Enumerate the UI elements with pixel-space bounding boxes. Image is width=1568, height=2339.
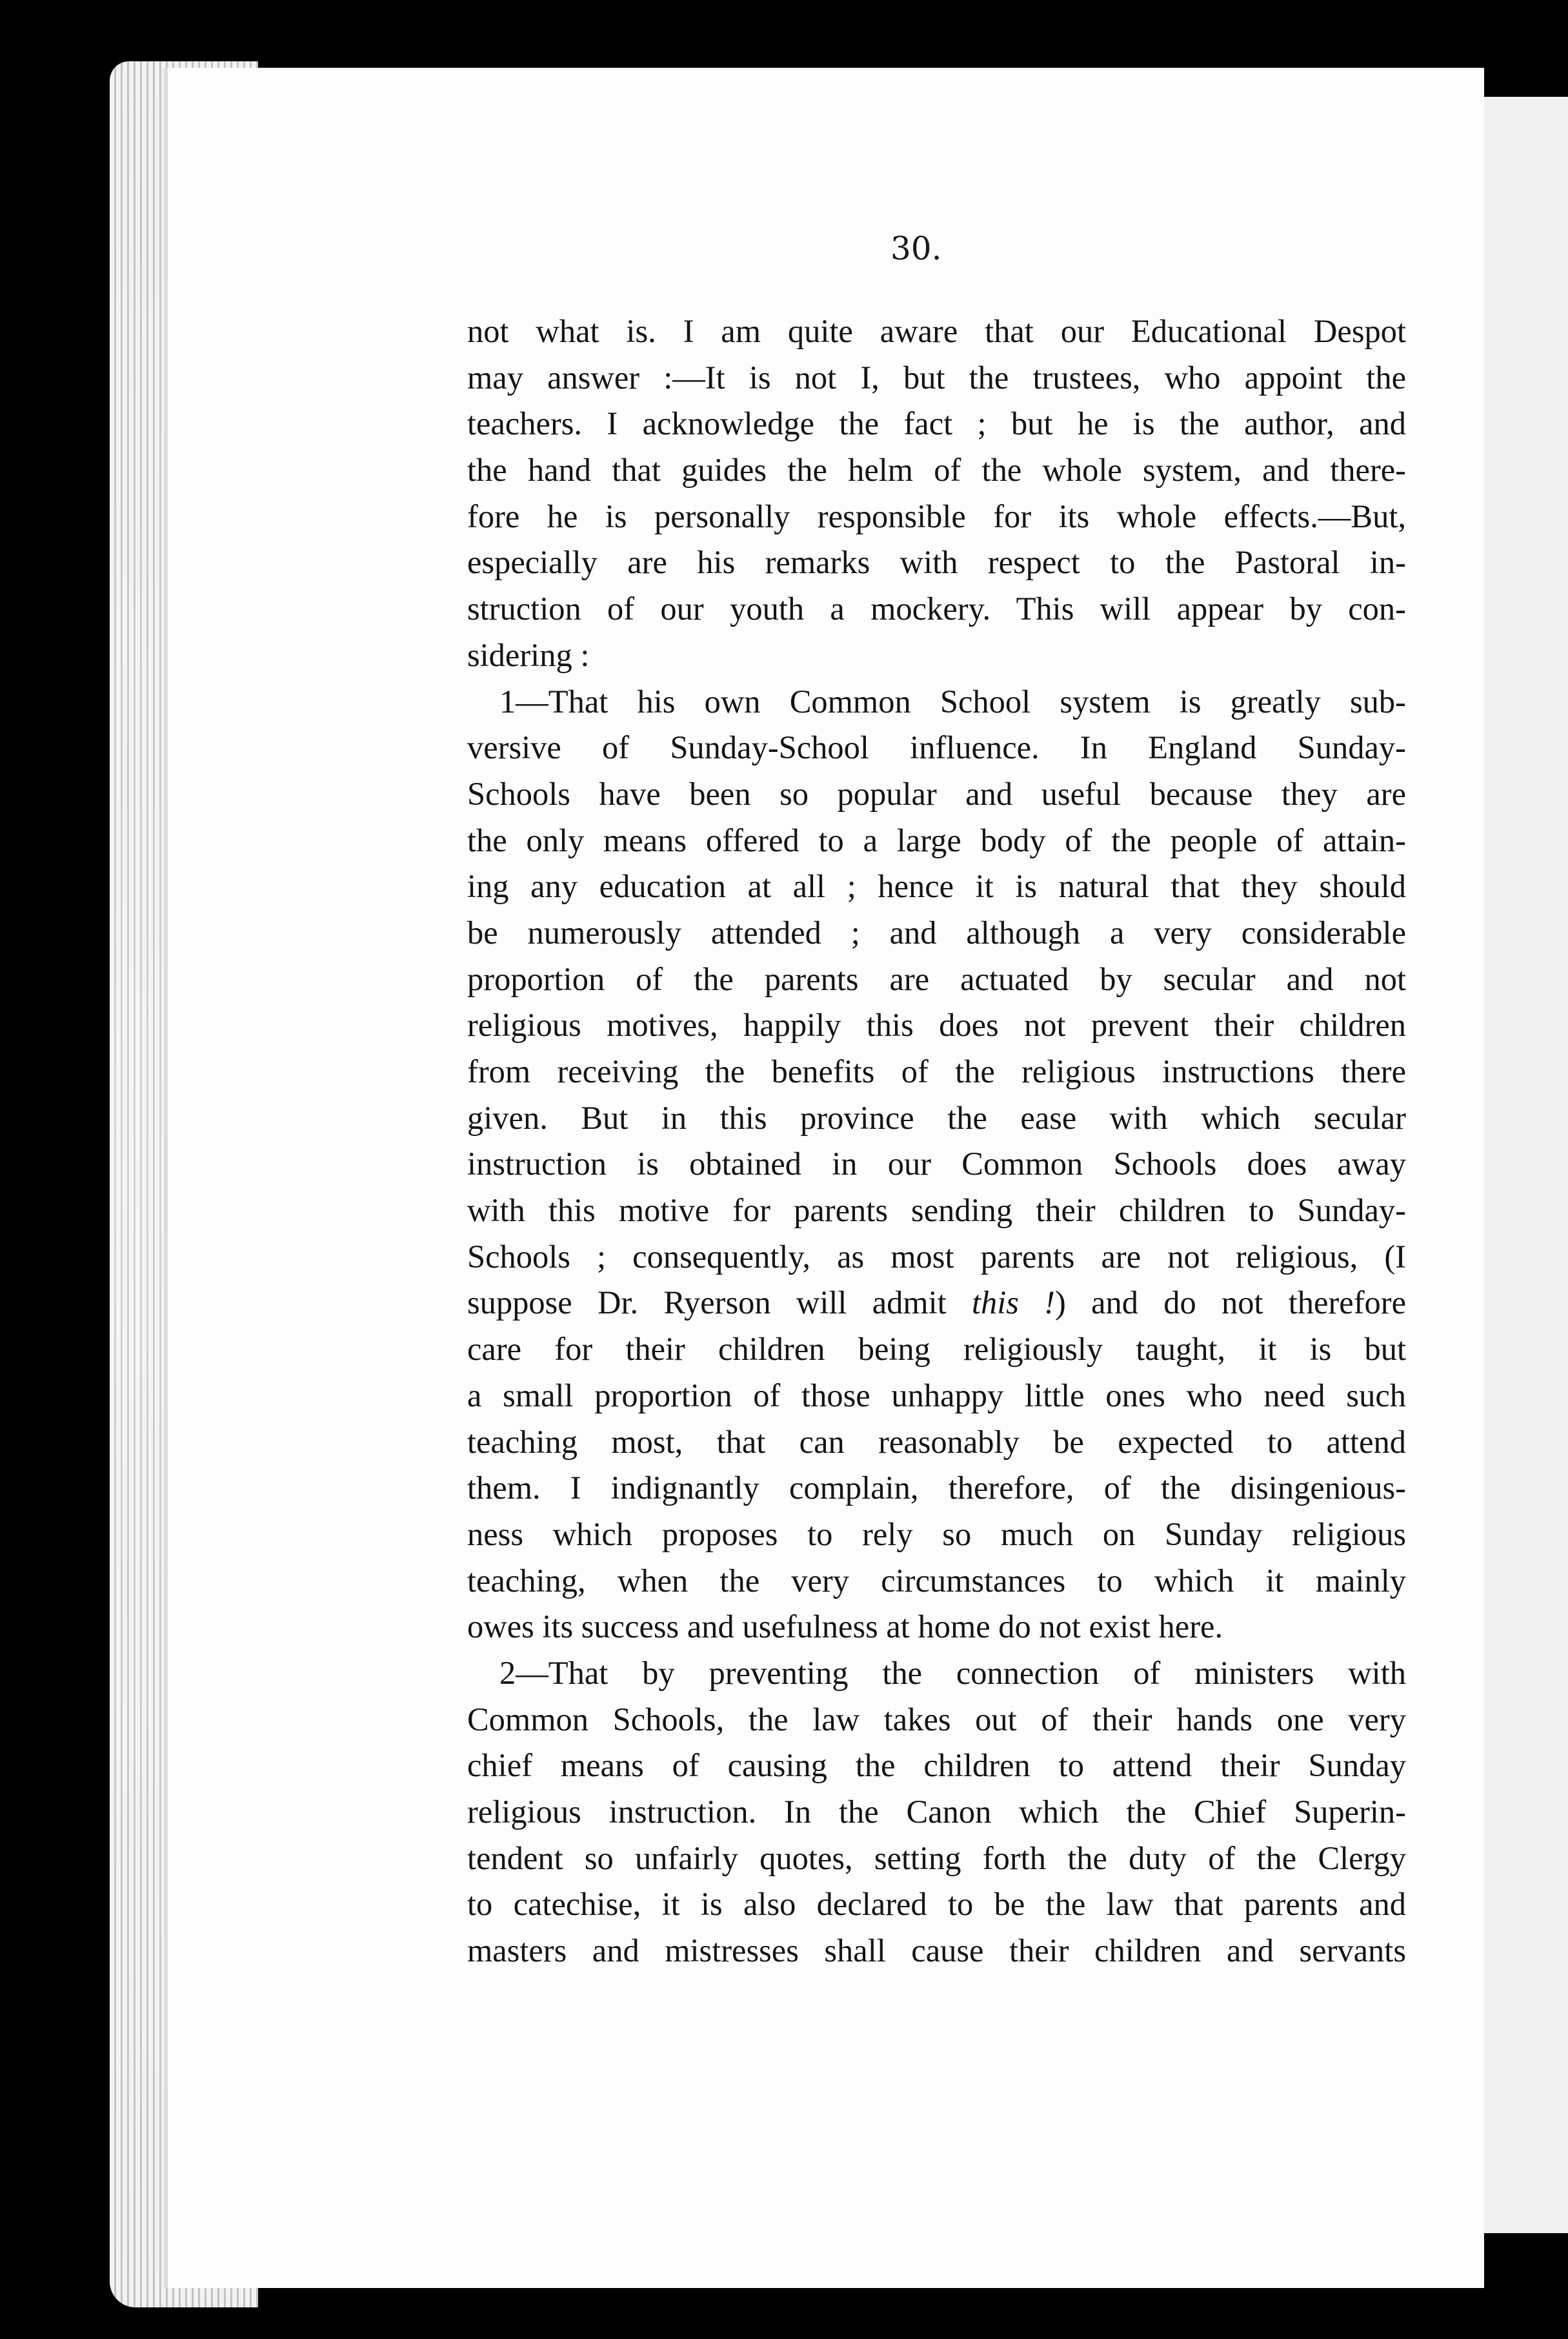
text-line-with-italic [467, 1280, 1406, 1326]
text-line: may answer :—It is not I, but the trustees, who appoint the [467, 359, 1406, 396]
text-line: Schools have been so popular and useful because they are [467, 775, 1406, 812]
text-line: religious instruction. In the Canon which the Chief Superin- [467, 1794, 1406, 1830]
text-line: to catechise, it is also declared to be the law that parents and [467, 1886, 1406, 1923]
text-line: religious motives, happily this does not prevent their children [467, 1007, 1406, 1044]
text-line: sidering : [467, 636, 590, 673]
text-line: care for their children being religiously taught, it is but [467, 1331, 1406, 1368]
text-line: Common Schools, the law takes out of their hands one very [467, 1701, 1406, 1737]
text-line: ing any education at all ; hence it is natural that they should [467, 868, 1406, 905]
text-line: ness which proposes to rely so much on Sunday religious [467, 1515, 1406, 1552]
text-segment: suppose Dr. Ryerson will admit [467, 1284, 947, 1321]
text-line: with this motive for parents sending their children to Sunday- [467, 1192, 1406, 1229]
text-line: them. I indignantly complain, therefore, of the disingenious- [467, 1470, 1406, 1506]
italic-emphasis: this ! [971, 1284, 1055, 1321]
text-line: chief means of causing the children to attend their Sunday [467, 1747, 1406, 1784]
text-line: the hand that guides the helm of the whole system, and there- [467, 452, 1406, 489]
text-line: teachers. I acknowledge the fact ; but he is the author, and [467, 405, 1406, 442]
page-number: 30. [890, 230, 942, 267]
text-line: struction of our youth a mockery. This will appear by con- [467, 591, 1406, 627]
text-line: especially are his remarks with respect to the Pastoral in- [467, 544, 1406, 581]
text-line: tendent so unfairly quotes, setting forth the duty of the Clergy [467, 1839, 1406, 1876]
text-line: versive of Sunday-School influence. In England Sunday- [467, 729, 1406, 766]
text-line: the only means offered to a large body of the people of attain- [467, 822, 1406, 858]
paragraph-start-line: 2—That by preventing the connection of ministers with [499, 1654, 1406, 1691]
text-line: masters and mistresses shall cause their children and servants [467, 1932, 1406, 1969]
text-line: a small proportion of those unhappy little ones who need such [467, 1377, 1406, 1413]
text-line: from receiving the benefits of the religious instructions there [467, 1053, 1406, 1089]
paragraph-start-line: 1—That his own Common School system is greatly sub- [499, 683, 1406, 720]
text-segment: ) and do not therefore [1055, 1284, 1406, 1321]
text-line: given. But in this province the ease with which secular [467, 1099, 1406, 1136]
text-line: proportion of the parents are actuated by secular and not [467, 960, 1406, 997]
text-line: teaching most, that can reasonably be expected to attend [467, 1423, 1406, 1460]
text-line: fore he is personally responsible for its whole effects.—But, [467, 498, 1406, 534]
text-line: not what is. I am quite aware that our Educational Despot [467, 313, 1406, 349]
text-line: owes its success and usefulness at home do not exist here. [467, 1608, 1223, 1645]
body-text [467, 309, 1406, 1974]
text-line: instruction is obtained in our Common Schools does away [467, 1146, 1406, 1182]
text-line: be numerously attended ; and although a very considerable [467, 914, 1406, 951]
text-line: Schools ; consequently, as most parents are not religious, (I [467, 1238, 1406, 1275]
text-line: teaching, when the very circumstances to which it mainly [467, 1562, 1406, 1599]
